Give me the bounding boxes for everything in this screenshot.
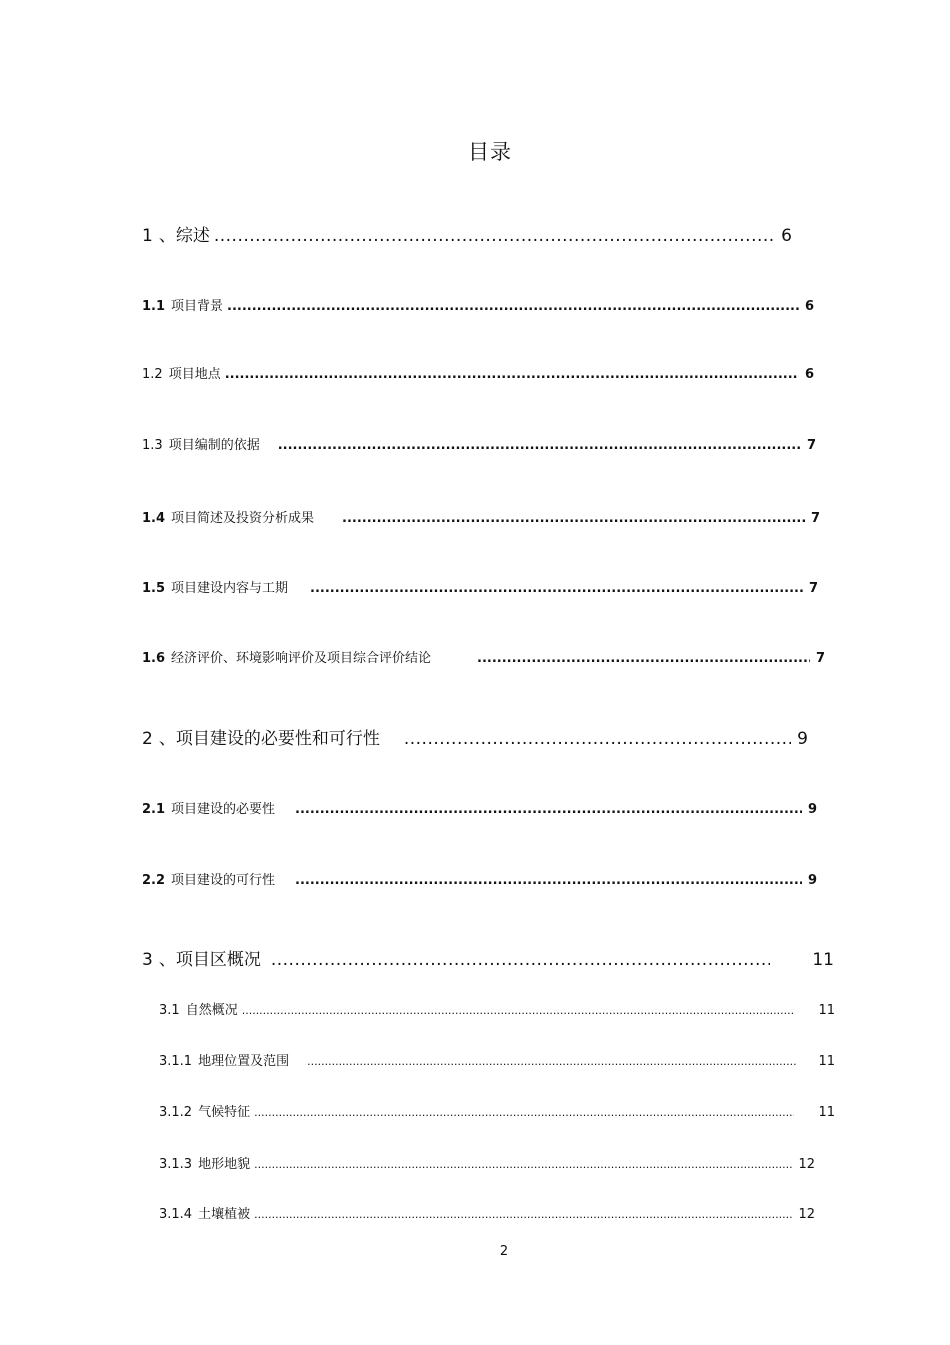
toc-leader <box>295 873 802 888</box>
toc-number: 3.1.3 <box>159 1157 193 1172</box>
toc-page: 12 <box>798 1207 815 1222</box>
toc-number: 3.1 <box>159 1003 180 1018</box>
toc-page: 7 <box>806 438 816 453</box>
toc-number: 3 <box>142 950 153 970</box>
toc-entry[interactable] <box>142 577 818 596</box>
toc-text: 地理位置及范围 <box>198 1054 290 1069</box>
toc-page: 7 <box>815 651 825 666</box>
toc-leader <box>307 1055 796 1068</box>
toc-leader <box>227 299 799 314</box>
toc-leader <box>254 1158 792 1171</box>
toc-page: 7 <box>810 511 820 526</box>
toc-number: 3.1.1 <box>159 1054 193 1069</box>
toc-number: 1.3 <box>142 438 163 453</box>
toc-entry[interactable] <box>142 724 808 749</box>
toc-page: 12 <box>798 1157 815 1172</box>
toc-text: 经济评价、环境影响评价及项目综合评价结论 <box>171 651 432 666</box>
toc-number: 3.1.4 <box>159 1207 193 1222</box>
toc-text: 项目背景 <box>171 299 224 314</box>
toc-leader <box>477 651 810 666</box>
toc-page: 11 <box>812 950 834 970</box>
toc-number: 2 <box>142 729 153 749</box>
toc-number: 2.2 <box>142 873 166 888</box>
toc-page: 9 <box>807 802 817 817</box>
toc-text: 土壤植被 <box>198 1207 251 1222</box>
toc-entry[interactable] <box>142 945 834 970</box>
toc-leader <box>225 367 799 382</box>
toc-leader <box>242 1004 795 1017</box>
toc-text: 项目编制的依据 <box>168 438 260 453</box>
toc-page: 11 <box>818 1054 835 1069</box>
toc-page: 6 <box>781 226 792 246</box>
toc-entry[interactable] <box>142 869 817 888</box>
toc-entry[interactable] <box>159 999 835 1018</box>
toc-leader <box>295 802 802 817</box>
toc-leader <box>271 950 771 970</box>
toc-page: 6 <box>804 367 814 382</box>
toc-text: 自然概况 <box>185 1003 238 1018</box>
toc-leader <box>254 1106 794 1119</box>
toc-leader <box>342 511 805 526</box>
toc-text: 项目简述及投资分析成果 <box>171 511 315 526</box>
toc-page: 7 <box>808 581 818 596</box>
toc-page: 11 <box>818 1003 835 1018</box>
toc-entry[interactable] <box>142 434 816 453</box>
toc-text: 项目区概况 <box>175 950 261 970</box>
toc-entry[interactable] <box>142 295 814 314</box>
toc-number: 3.1.2 <box>159 1105 193 1120</box>
toc-number: 1.6 <box>142 651 166 666</box>
toc-page: 9 <box>807 873 817 888</box>
toc-separator: 、 <box>158 950 176 970</box>
toc-leader <box>214 226 775 246</box>
page-number: 2 <box>499 1244 509 1259</box>
toc-entry[interactable] <box>142 363 814 382</box>
toc-number: 1.1 <box>142 299 166 314</box>
toc-entry[interactable] <box>159 1101 835 1120</box>
toc-number: 1.5 <box>142 581 166 596</box>
toc-entry[interactable] <box>142 507 820 526</box>
toc-entry[interactable] <box>159 1153 815 1172</box>
toc-text: 项目建设的可行性 <box>171 873 276 888</box>
toc-page: 6 <box>804 299 814 314</box>
toc-page: 9 <box>797 729 808 749</box>
toc-text: 项目建设内容与工期 <box>171 581 289 596</box>
toc-leader <box>278 438 801 453</box>
toc-page: 11 <box>818 1105 835 1120</box>
toc-entry[interactable] <box>142 221 792 246</box>
toc-number: 2.1 <box>142 802 166 817</box>
toc-entry[interactable] <box>142 798 817 817</box>
toc-leader <box>310 581 803 596</box>
toc-text: 地形地貌 <box>198 1157 251 1172</box>
toc-entry[interactable] <box>159 1203 815 1222</box>
toc-number: 1.4 <box>142 511 166 526</box>
toc-text: 项目建设的必要性和可行性 <box>175 729 380 749</box>
toc-text: 气候特征 <box>198 1105 251 1120</box>
toc-entry[interactable] <box>142 647 825 666</box>
toc-leader <box>404 729 791 749</box>
toc-entry[interactable] <box>159 1050 835 1069</box>
toc-text: 综述 <box>175 226 210 246</box>
toc-text: 项目建设的必要性 <box>171 802 276 817</box>
toc-number: 1 <box>142 226 153 246</box>
toc-number: 1.2 <box>142 367 163 382</box>
toc-leader <box>254 1208 792 1221</box>
toc-text: 项目地点 <box>168 367 221 382</box>
toc-title: 目录 <box>468 140 512 164</box>
toc-separator: 、 <box>158 226 176 246</box>
toc-separator: 、 <box>158 729 176 749</box>
